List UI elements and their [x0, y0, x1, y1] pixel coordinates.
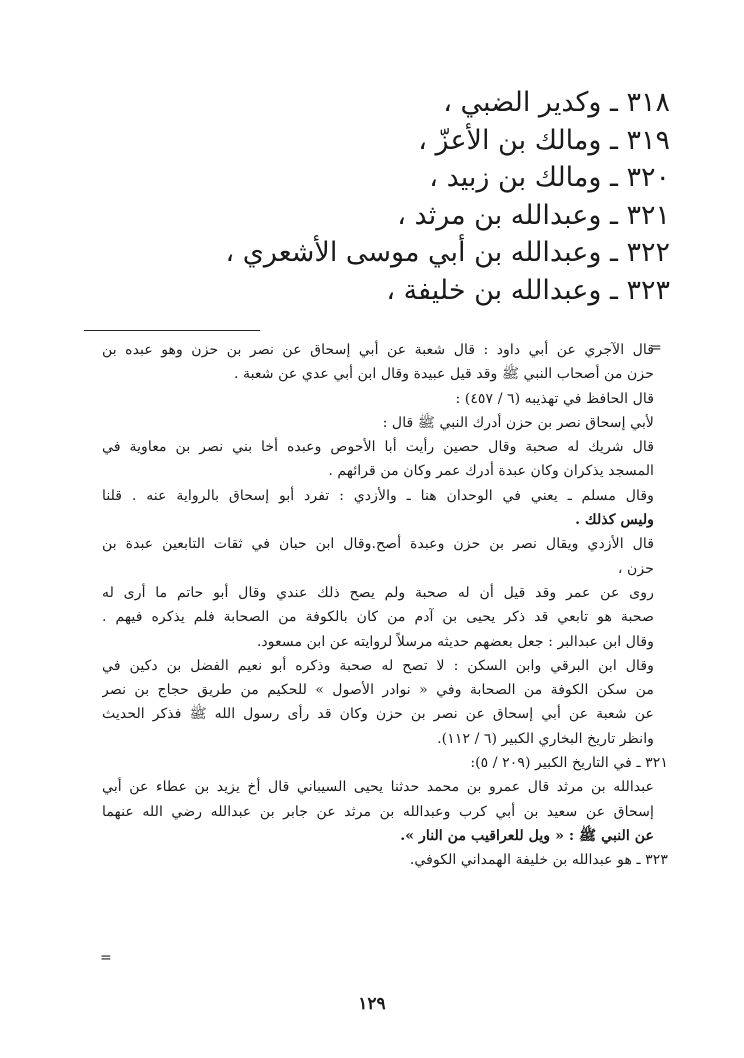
- continuation-mark-bottom: =: [100, 950, 112, 966]
- continuation-mark-top: =: [650, 340, 662, 356]
- entry-318: ٣١٨ ـ وكدير الضبي ،: [443, 87, 670, 118]
- footnote-heading-321: ٣٢١ ـ في التاريخ الكبير (٢٠٩ / ٥):: [470, 755, 668, 772]
- footnotes: [102, 338, 668, 873]
- footnote-line: وقال ابن عبدالبر : جعل بعضهم حديثه مرسلاً لروايته عن ابن مسعود.: [256, 633, 654, 650]
- footnote-line: عبدالله بن مرثد قال عمرو بن محمد حدثنا يحيى السيباني قال أخ يزيد بن عطاء عن أبي: [102, 779, 654, 796]
- footnote-line: وقال ابن البرقي وابن السكن : لا تصح له صحبة وذكره أبو نعيم الفضل بن دكين في: [102, 657, 654, 674]
- footnote-line: حزن ،: [617, 560, 654, 577]
- footnote-line: قال شريك له صحبة وقال حصين رأيت أبا الأحوص وعبده أخا بني نصر بن معاوية في: [102, 439, 654, 456]
- footnote-line: صحبة هو تابعي قد ذكر يحيى بن آدم من كان بالكوفة من الصحابة فلم يذكره فيهم .: [102, 609, 654, 626]
- footnote-line: روى عن عمر وقد قيل أن له صحبة ولم يصح ذلك عندي وقال أبو حاتم ما أرى له: [102, 584, 654, 601]
- footnote-line: عن شعبة عن أبي إسحاق عن نصر بن حزن وكان قد رأى رسول الله ﷺ فذكر الحديث: [102, 706, 654, 723]
- entry-322: ٣٢٢ ـ وعبدالله بن أبي موسى الأشعري ،: [225, 237, 670, 268]
- footnote-line: من سكن الكوفة من الصحابة وفي « نوادر الأصول » للحكيم من طريق حجاج بن نصر: [102, 682, 654, 699]
- footnote-heading-323: ٣٢٣ ـ هو عبدالله بن خليفة الهمداني الكوفي.: [409, 852, 668, 869]
- footnote-line: قال الأزدي ويقال نصر بن حزن وعبدة أصح.وقال ابن حبان في ثقات التابعين عبدة بن: [102, 536, 654, 553]
- footnote-line: حزن من أصحاب النبي ﷺ وقد قيل عبيدة وقال ابن أبي عدي عن شعبة .: [233, 366, 654, 383]
- footnote-separator: [84, 330, 260, 331]
- entry-321: ٣٢١ ـ وعبدالله بن مرثد ،: [397, 199, 670, 231]
- entry-319: ٣١٩ ـ ومالك بن الأعزّ ،: [418, 124, 670, 156]
- footnote-line: عن النبي ﷺ : « ويل للعراقيب من النار ».: [400, 827, 654, 844]
- page-number: ١٢٩: [358, 994, 386, 1014]
- footnote-line: قال الآجري عن أبي داود : قال شعبة عن أبي إسحاق عن نصر بن حزن وهو عبده بن: [102, 342, 654, 358]
- footnote-line: لأبي إسحاق نصر بن حزن أدرك النبي ﷺ قال :: [382, 414, 654, 431]
- footnote-line: قال الحافظ في تهذيبه (٦ / ٤٥٧) :: [455, 390, 654, 407]
- footnote-line: وليس كذلك .: [575, 512, 654, 529]
- footnote-line: المسجد يذكران وكان عبدة أدرك عمر وكان من قرائهم .: [328, 463, 654, 480]
- entry-323: ٣٢٣ ـ وعبدالله بن خليفة ،: [386, 274, 670, 306]
- footnote-line: وانظر تاريخ البخاري الكبير (٦ / ١١٢).: [437, 730, 654, 747]
- entries-list: [70, 84, 670, 309]
- footnote-line: وقال مسلم ـ يعني في الوحدان هنا ـ والأزدي : تفرد أبو إسحاق بالرواية عنه . قلنا: [102, 487, 654, 504]
- entry-320: ٣٢٠ ـ ومالك بن زبيد ،: [429, 162, 670, 193]
- footnote-line: إسحاق عن سعيد بن أبي كرب وعبدالله بن مرثد عن جابر بن عبدالله رضي الله عنهما: [102, 803, 654, 820]
